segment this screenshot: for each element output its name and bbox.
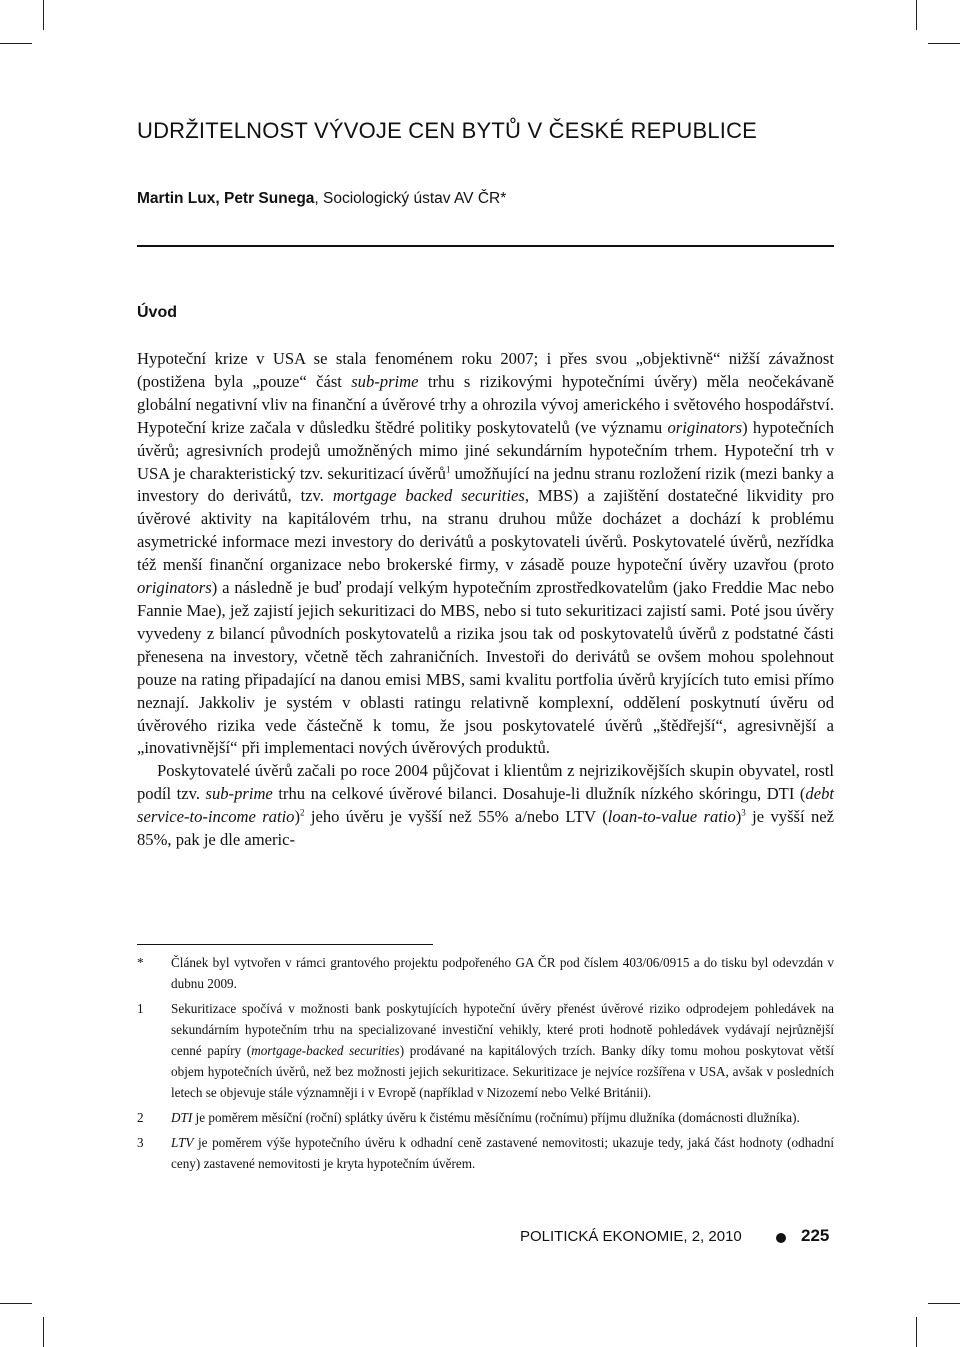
italic-term: loan-to-value ratio (607, 807, 736, 827)
footnotes (137, 952, 834, 1178)
italic-term: originators (667, 417, 743, 437)
text-run: Hypoteční krize v USA se stala fenoménem roku 2007; i přes svou „objektivně“ nižší závažnost (postižena byla „pouze“ část (137, 349, 834, 391)
crop-mark (916, 1317, 917, 1347)
section-heading: Úvod (137, 304, 177, 321)
crop-mark (916, 0, 917, 30)
text-run: je vyšší než 85%, pak je dle americ- (137, 807, 834, 850)
footnote-text (171, 998, 834, 1103)
text-run: ) a následně je buď prodají velkým hypotečním zprostředkovatelům (jako Freddie Mac nebo Fannie Mae), jež zajistí jejich sekuritizaci do MBS, nebo si tuto sekuritizaci zajistí sami. Poté jsou úvěry vyvedeny z bilancí původních poskytovatelů a rizika jsou tak od poskytovatelů úvěrů z podstatné části přenesena na investory, včetně těch zahraničních. Investoři do derivátů se ovšem mohou spolehnout pouze na rating připadající na danou emisi MBS, sami kvalitu portfolia úvěrů kryjících tuto emisi přímo neznají. Jakkoliv je systém v oblasti ratingu relativně komplexní, oddělení poskytnutí úvěru od úvěrového rizika vede částečně k tomu, že jsou poskytovatelé úvěrů „štědřejší“, agresivnější a „inovativnější“ při implementaci nových úvěrových produktů. (137, 578, 834, 758)
paragraph-2 (137, 760, 834, 852)
header-rule (137, 245, 834, 247)
bullet-dot-icon (776, 1233, 786, 1243)
text-run: umožňující na jednu stranu rozložení rizik (mezi banky a investory do derivátů, tzv. (137, 463, 834, 506)
footnote-2 (137, 1107, 834, 1128)
author-affiliation: , Sociologický ústav AV ČR* (314, 190, 507, 207)
page-footer (520, 1226, 840, 1248)
page-number: 225 (801, 1226, 830, 1245)
text-run: Sekuritizace spočívá v možnosti bank poskytujících hypoteční úvěry přenést úvěrové riziko odprodejem pohledávek na sekundárním hypotečním trhu na specializované investiční vehikly, které proti hodnotě pohledávek vydávají nejrůznější cenné papíry ( (171, 1001, 834, 1058)
italic-term: originators (137, 578, 212, 598)
authors-line (137, 190, 506, 208)
journal-name: POLITICKÁ EKONOMIE, 2, 2010 (520, 1228, 742, 1245)
text-run: ) prodávané na kapitálových trzích. Banky díky tomu mohou poskytovat větší objem hypotečních úvěrů, než bez možnosti jejich sekuritizace. Sekuritizace je nejvíce rozšířena v USA, avšak v posledních letech se objevuje stále významněji i v Evropě (například v Nizozemí nebo Velké Británii). (171, 1043, 834, 1100)
text-run: je poměrem měsíční (roční) splátky úvěru k čistému měsíčnímu (ročnímu) příjmu dlužníka (domácnosti dlužníka). (192, 1110, 800, 1125)
italic-term: LTV (171, 1135, 194, 1150)
footnote-rule (137, 944, 433, 945)
text-run: ) (735, 807, 742, 827)
footnote-text (171, 1107, 834, 1128)
italic-term: sub-prime (351, 371, 419, 391)
text-run: trhu s rizikovými hypotečními úvěry) měla neočekávaně globální negativní vliv na finanční a úvěrové trhy a ohrozila vývoj amerického i světového hospodářství. Hypoteční krize začala v důsledku štědré politiky poskytovatelů (ve významu (137, 371, 834, 437)
article-title: UDRŽITELNOST VÝVOJE CEN BYTŮ V ČESKÉ REPUBLICE (137, 118, 758, 143)
footnote-mark: 1 (137, 1001, 144, 1016)
crop-mark (0, 43, 32, 44)
crop-mark (43, 0, 44, 30)
italic-term: mortgage-backed securities (251, 1043, 400, 1058)
text-run: ) hypotečních úvěrů; agresivních prodejů umožněných mimo jiné sekundárním hypotečním trhem. Hypoteční trh v USA je charakteristický tzv. sekuritizací úvěrů (137, 417, 834, 483)
italic-term: sub-prime (205, 784, 273, 804)
italic-term: mortgage backed securities (332, 486, 525, 506)
crop-mark (928, 1303, 960, 1304)
crop-mark (43, 1317, 44, 1347)
footnote-3 (137, 1132, 834, 1174)
author-names: Martin Lux, Petr Sunega (137, 190, 315, 207)
text-run: jeho úvěru je vyšší než 55% a/nebo LTV ( (304, 807, 608, 827)
footnote-text (171, 1132, 834, 1174)
text-run: ) (294, 807, 301, 827)
crop-mark (928, 43, 960, 44)
italic-term: DTI (171, 1110, 193, 1125)
footnote-mark: * (137, 955, 144, 970)
footnote-star (137, 952, 834, 994)
footnote-text: Článek byl vytvořen v rámci grantového projektu podpořeného GA ČR pod číslem 403/06/0915 a do tisku byl odevzdán v dubnu 2009. (171, 955, 834, 991)
footnote-ref: 1 (445, 464, 451, 474)
footnote-1 (137, 998, 834, 1103)
text-run: Poskytovatelé úvěrů začali po roce 2004 půjčovat i klientům z nejrizikovějších skupin obyvatel, rostl podíl tzv. (137, 761, 834, 804)
footnote-ref: 3 (741, 807, 746, 818)
footnote-mark: 3 (137, 1135, 144, 1150)
body-text (137, 348, 834, 852)
text-run: , MBS) a zajištění dostatečné likvidity pro úvěrové aktivity na kapitálovém trhu, na stranu druhou může docházet a dochází k problému asymetrické informace mezi investory do derivátů a poskytovateli úvěrů. Poskytovatelé úvěrů, nezřídka též menší finanční organizace nebo brokerské firmy, v zásadě pouze hypoteční úvěry uzavřou (proto (137, 486, 835, 575)
italic-term: debt service-to-income ratio (137, 784, 834, 827)
footnote-ref: 2 (300, 807, 305, 818)
text-run: trhu na celkové úvěrové bilanci. Dosahuje-li dlužník nízkého skóringu, DTI ( (272, 784, 806, 804)
crop-mark (0, 1303, 32, 1304)
text-run: je poměrem výše hypotečního úvěru k odhadní ceně zastavené nemovitosti; ukazuje tedy, jaká část hodnoty (odhadní ceny) zastavené nemovitosti je kryta hypotečním úvěrem. (171, 1135, 834, 1171)
paragraph-1 (137, 348, 834, 760)
footnote-mark: 2 (137, 1110, 144, 1125)
